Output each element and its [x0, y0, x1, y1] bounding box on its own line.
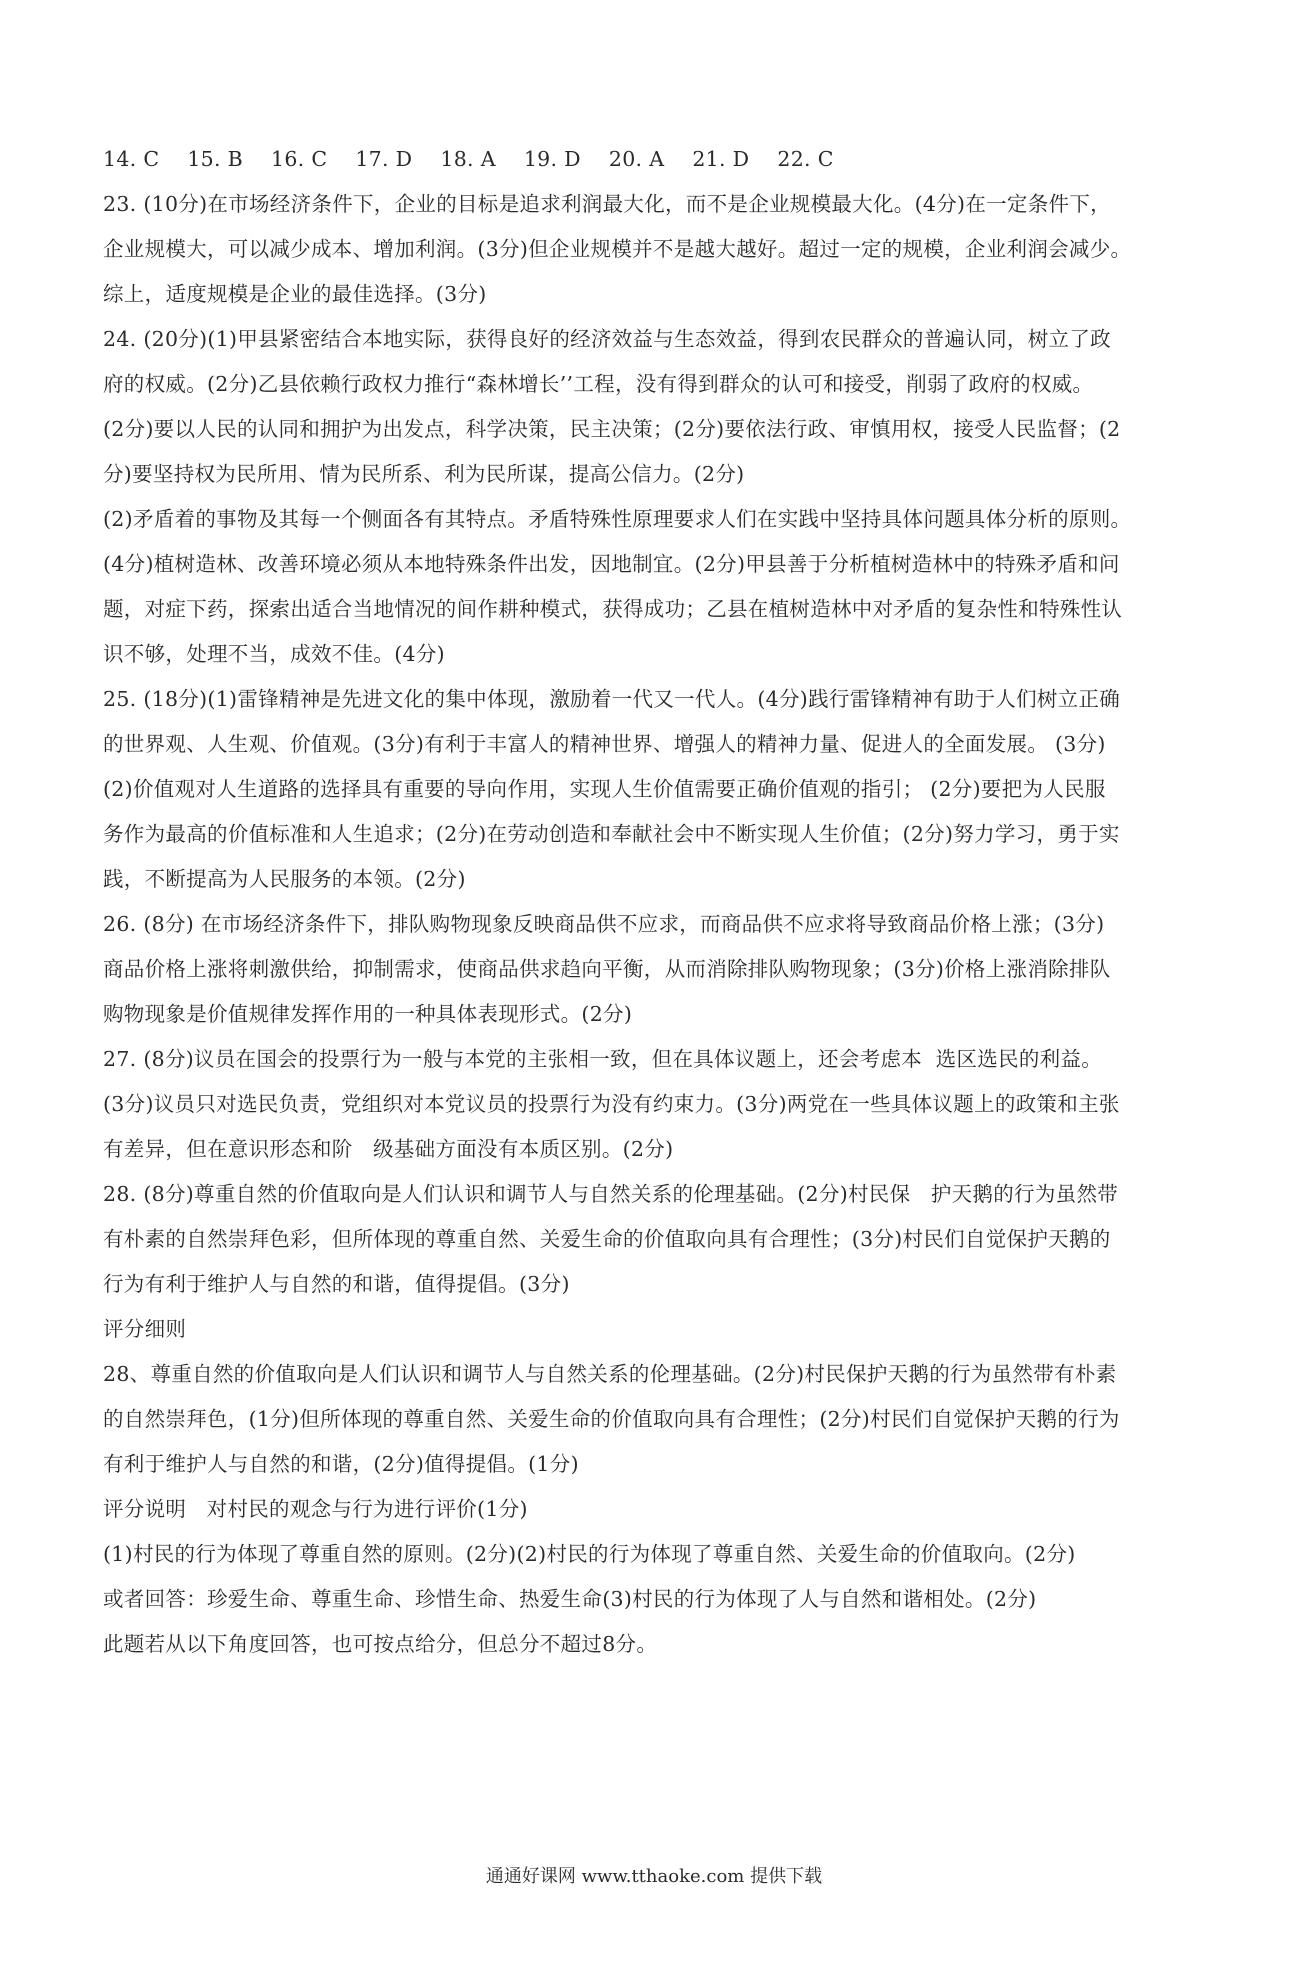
- q24-line: 府的权威。(2分)乙县依赖行政权力推行“森林增长’’工程，没有得到群众的认可和接受，削弱了政府的权威。: [103, 372, 1094, 396]
- scoring-notes-heading: 评分说明 对村民的观念与行为进行评价(1分): [103, 1497, 528, 1521]
- q28-line: 有朴素的自然崇拜色彩，但所体现的尊重自然、关爱生命的价值取向具有合理性；(3分)村民们自觉保护天鹅的: [103, 1227, 1111, 1251]
- q26-line: 购物现象是价值规律发挥作用的一种具体表现形式。(2分): [103, 1002, 633, 1026]
- q26-line: 26. (8分) 在市场经济条件下，排队购物现象反映商品供不应求，而商品供不应求将导致商品价格上涨；(3分): [103, 912, 1105, 936]
- q24-line: 24. (20分)(1)甲县紧密结合本地实际，获得良好的经济效益与生态效益，得到农民群众的普遍认同，树立了政: [103, 327, 1111, 351]
- q24-line: (2分)要以人民的认同和拥护为出发点，科学决策，民主决策；(2分)要依法行政、审慎用权，接受人民监督；(2: [103, 417, 1121, 441]
- q28-line: 28. (8分)尊重自然的价值取向是人们认识和调节人与自然关系的伦理基础。(2分)村民保 护天鹅的行为虽然带: [103, 1182, 1119, 1206]
- q27-line: 27. (8分)议员在国会的投票行为一般与本党的主张相一致，但在具体议题上，还会考虑本 选区选民的利益。: [103, 1047, 1103, 1071]
- answer-21: 21. D: [692, 147, 750, 171]
- q23-line: 23. (10分)在市场经济条件下，企业的目标是追求利润最大化，而不是企业规模最大化。(4分)在一定条件下，: [103, 192, 1111, 216]
- page-footer: 通通好课网 www.tthaoke.com 提供下载: [485, 1866, 823, 1887]
- q25-line: 务作为最高的价值标准和人生追求；(2分)在劳动创造和奉献社会中不断实现人生价值；(2分)努力学习，勇于实: [103, 822, 1120, 846]
- scoring-rules-line: 有利于维护人与自然的和谐，(2分)值得提倡。(1分): [103, 1452, 579, 1476]
- answer-14: 14. C: [103, 147, 160, 171]
- answer-19: 19. D: [523, 147, 581, 171]
- answer-18: 18. A: [440, 147, 496, 171]
- q24-line: (4分)植树造林、改善环境必须从本地特殊条件出发，因地制宜。(2分)甲县善于分析植树造林中的特殊矛盾和问: [103, 552, 1120, 576]
- q23-line: 综上，适度规模是企业的最佳选择。(3分): [103, 282, 487, 306]
- q26-line: 商品价格上涨将刺激供给，抑制需求，使商品供求趋向平衡，从而消除排队购物现象；(3分)价格上涨消除排队: [103, 957, 1111, 981]
- q25-line: (2)价值观对人生道路的选择具有重要的导向作用，实现人生价值需要正确价值观的指引； (2分)要把为人民服: [103, 777, 1106, 801]
- q25-line: 25. (18分)(1)雷锋精神是先进文化的集中体现，激励着一代又一代人。(4分)践行雷锋精神有助于人们树立正确: [103, 687, 1121, 711]
- answer-key-body: [103, 137, 1178, 1667]
- answer-16: 16. C: [271, 147, 328, 171]
- multiple-choice-answers: [103, 137, 1178, 182]
- q24-line: 分)要坚持权为民所用、情为民所系、利为民所谋，提高公信力。(2分): [103, 462, 745, 486]
- q25-line: 践，不断提高为人民服务的本领。(2分): [103, 867, 466, 891]
- answer-17: 17. D: [355, 147, 413, 171]
- scoring-rules-line: 的自然崇拜色，(1分)但所体现的尊重自然、关爱生命的价值取向具有合理性；(2分)村民们自觉保护天鹅的行为: [103, 1407, 1120, 1431]
- scoring-rules-heading: 评分细则: [103, 1317, 187, 1341]
- scoring-notes-line: 此题若从以下角度回答，也可按点给分，但总分不超过8分。: [103, 1632, 658, 1656]
- q24-line: (2)矛盾着的事物及其每一个侧面各有其特点。矛盾特殊性原理要求人们在实践中坚持具体问题具体分析的原则。: [103, 507, 1132, 531]
- scoring-notes-line: 或者回答：珍爱生命、尊重生命、珍惜生命、热爱生命(3)村民的行为体现了人与自然和谐相处。(2分): [103, 1587, 1037, 1611]
- q28-line: 行为有利于维护人与自然的和谐，值得提倡。(3分): [103, 1272, 570, 1296]
- q25-line: 的世界观、人生观、价值观。(3分)有利于丰富人的精神世界、增强人的精神力量、促进人的全面发展。 (3分): [103, 732, 1106, 756]
- answer-20: 20. A: [608, 147, 665, 171]
- q24-line: 题，对症下药，探索出适合当地情况的间作耕种模式，获得成功；乙县在植树造林中对矛盾的复杂性和特殊性认: [103, 597, 1123, 621]
- q27-line: (3分)议员只对选民负责，党组织对本党议员的投票行为没有约束力。(3分)两党在一些具体议题上的政策和主张: [103, 1092, 1120, 1116]
- answer-15: 15. B: [187, 147, 243, 171]
- answer-22: 22. C: [777, 147, 834, 171]
- scoring-rules-line: 28、尊重自然的价值取向是人们认识和调节人与自然关系的伦理基础。(2分)村民保护天鹅的行为虽然带有朴素: [103, 1362, 1117, 1386]
- q27-line: 有差异，但在意识形态和阶 级基础方面没有本质区别。(2分): [103, 1137, 674, 1161]
- q23-line: 企业规模大，可以减少成本、增加利润。(3分)但企业规模并不是越大越好。超过一定的规模，企业利润会减少。: [103, 237, 1132, 261]
- scoring-notes-line: (1)村民的行为体现了尊重自然的原则。(2分)(2)村民的行为体现了尊重自然、关爱生命的价值取向。(2分): [103, 1542, 1076, 1566]
- q24-line: 识不够，处理不当，成效不佳。(4分): [103, 642, 445, 666]
